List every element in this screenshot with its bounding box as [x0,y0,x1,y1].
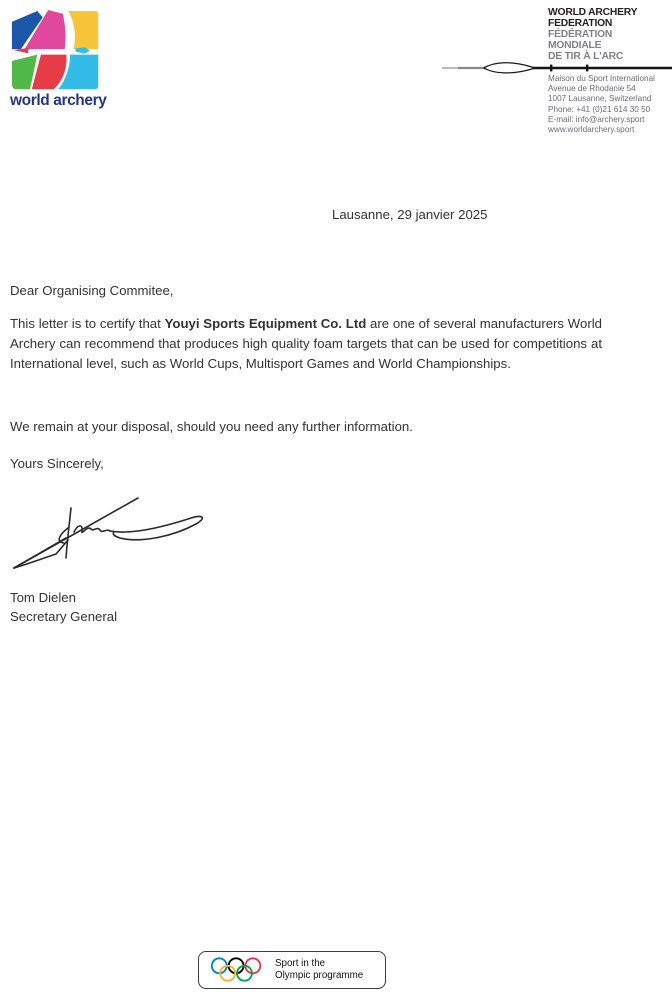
certification-text-suffix: are one of several manufacturers World Archery can recommend that produces high quality foam targets that can be used for competitions at International level, such as World Cups, Multisport Games and World Championships. [10,316,603,371]
closing-line: Yours Sincerely, [10,456,104,471]
signature-image [8,486,226,578]
org-name-fr-line: MONDIALE [548,40,602,51]
world-archery-logo-icon [10,8,101,94]
availability-paragraph: We remain at your disposal, should you need any further information. [10,419,413,434]
olympic-programme-badge [198,951,386,989]
olympic-programme-label-line: Olympic programme [275,970,364,981]
org-name-block [548,7,637,62]
arrow-icon [438,60,672,74]
org-name-fr-line: DE TIR À L'ARC [548,51,624,62]
brand-wordmark: world archery [10,92,107,109]
olympic-programme-label [275,958,363,983]
address-line: E-mail: info@archery.sport [548,114,645,124]
dateline: Lausanne, 29 janvier 2025 [332,207,488,222]
address-line: Maison du Sport International [548,74,655,83]
certification-paragraph [10,314,602,373]
certification-text-prefix: This letter is to certify that [10,316,165,331]
address-line: 1007 Lausanne, Switzerland [548,94,652,104]
org-name-en-line: FEDERATION [548,18,613,29]
signer-name: Tom Dielen [10,590,76,605]
org-name-en-line: WORLD ARCHERY [548,7,638,18]
company-name: Youyi Sports Equipment Co. Ltd [164,316,367,331]
salutation: Dear Organising Commitee, [10,283,174,298]
address-block [548,74,655,135]
org-name-fr-line: FÉDÉRATION [548,29,613,40]
address-line: Phone: +41 (0)21 614 30 50 [548,104,651,114]
address-line: Avenue de Rhodanie 54 [548,84,636,94]
signer-title: Secretary General [10,609,118,624]
olympic-rings-icon [208,956,266,984]
olympic-programme-label-line: Sport in the [275,957,326,969]
address-line: www.worldarchery.sport [548,125,635,135]
